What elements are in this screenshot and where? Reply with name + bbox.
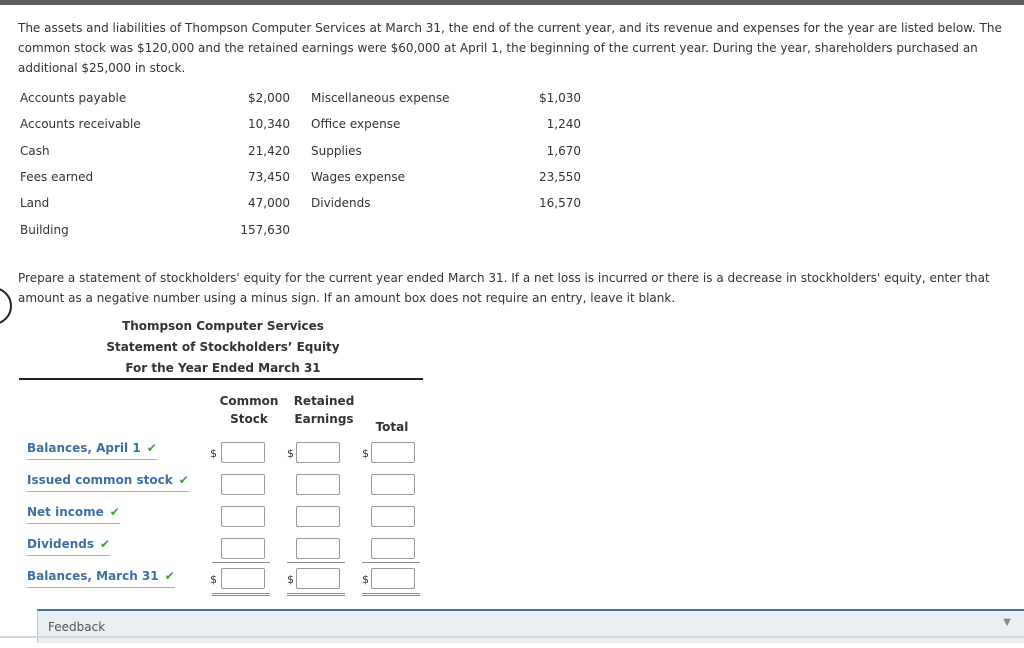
fact-amount: 1,670 <box>546 144 581 158</box>
common-stock-dividends-input[interactable] <box>221 538 265 559</box>
dollar-sign: $ <box>362 447 369 460</box>
retained-earnings-balances-march-31-input[interactable] <box>296 568 340 589</box>
retained-earnings-dividends-input[interactable] <box>296 538 340 559</box>
total-double-rule <box>362 593 420 596</box>
col-header-line: Stock <box>230 412 268 426</box>
fact-amount: $2,000 <box>248 91 290 105</box>
fact-label: Miscellaneous expense <box>311 91 450 105</box>
total-issued-input[interactable] <box>371 474 415 495</box>
col-header-line: Common <box>219 394 279 408</box>
check-icon: ✔ <box>100 537 111 551</box>
fact-label: Dividends <box>311 196 371 210</box>
row-label-text: Net income <box>27 505 104 519</box>
col-header-common-stock <box>214 392 284 428</box>
total-dividends-input[interactable] <box>371 538 415 559</box>
fact-amount: $1,030 <box>539 91 581 105</box>
row-label-issued-common-stock[interactable] <box>27 472 189 492</box>
fact-amount: 16,570 <box>539 196 581 210</box>
total-double-rule <box>287 593 345 596</box>
fact-label: Building <box>20 223 69 237</box>
fact-label: Cash <box>20 144 50 158</box>
dollar-sign: $ <box>210 447 217 460</box>
fact-amount: 23,550 <box>539 170 581 184</box>
dollar-sign: $ <box>287 573 294 586</box>
total-balances-march-31-input[interactable] <box>371 568 415 589</box>
problem-intro: The assets and liabilities of Thompson Computer Services at March 31, the end of the current year, and its revenue and expenses for the year are listed below. The common stock was $120,000 and the retained earnings were $60,000 at April 1, the beginning of the current year. During the year, shareholders purchased an additional $25,000 in stock. <box>18 21 1002 75</box>
bottom-divider <box>0 636 1024 638</box>
common-stock-balances-april-1-input[interactable] <box>221 442 265 463</box>
row-label-balances-april-1[interactable] <box>27 440 157 460</box>
retained-earnings-balances-april-1-input[interactable] <box>296 442 340 463</box>
row-label-dividends[interactable] <box>27 536 110 556</box>
row-label-text: Dividends <box>27 537 95 551</box>
fact-label: Wages expense <box>311 170 406 184</box>
fact-label: Accounts payable <box>20 91 127 105</box>
common-stock-balances-march-31-input[interactable] <box>221 568 265 589</box>
col-header-retained-earnings <box>288 392 360 428</box>
feedback-label: Feedback <box>48 620 106 634</box>
dollar-sign: $ <box>287 447 294 460</box>
subtotal-rule <box>287 562 345 563</box>
heading-rule <box>19 378 423 380</box>
statement-period: For the Year Ended March 31 <box>125 361 321 375</box>
retained-earnings-issued-input[interactable] <box>296 474 340 495</box>
col-header-total: Total <box>375 420 409 434</box>
top-bar <box>0 0 1024 5</box>
common-stock-issued-input[interactable] <box>221 474 265 495</box>
chevron-down-icon[interactable]: ▼ <box>1003 617 1011 628</box>
col-header-line: Retained <box>293 394 355 408</box>
check-icon: ✔ <box>146 441 157 455</box>
fact-amount: 1,240 <box>546 117 581 131</box>
check-icon: ✔ <box>109 505 120 519</box>
total-net-income-input[interactable] <box>371 506 415 527</box>
row-label-text: Balances, March 31 <box>27 569 159 583</box>
problem-prompt: Prepare a statement of stockholders' equity for the current year ended March 31. If a net loss is incurred or there is a decrease in stockholders' equity, enter that amount as a negative number using a minus sign. If an amount box does not require an entry, leave it blank. <box>18 271 990 305</box>
common-stock-net-income-input[interactable] <box>221 506 265 527</box>
fact-label: Office expense <box>311 117 401 131</box>
retained-earnings-net-income-input[interactable] <box>296 506 340 527</box>
fact-amount: 21,420 <box>248 144 290 158</box>
statement-title: Statement of Stockholders’ Equity <box>106 340 340 354</box>
fact-amount: 157,630 <box>240 223 290 237</box>
fact-amount: 73,450 <box>248 170 290 184</box>
row-label-balances-march-31[interactable] <box>27 568 175 588</box>
subtotal-rule <box>212 562 270 563</box>
total-double-rule <box>212 593 270 596</box>
dollar-sign: $ <box>210 573 217 586</box>
col-header-line: Earnings <box>294 412 354 426</box>
row-label-net-income[interactable] <box>27 504 120 524</box>
scroll-marker-circle <box>0 287 12 325</box>
subtotal-rule <box>362 562 420 563</box>
check-icon: ✔ <box>164 569 175 583</box>
dollar-sign: $ <box>362 573 369 586</box>
fact-label: Fees earned <box>20 170 94 184</box>
check-icon: ✔ <box>178 473 189 487</box>
row-label-text: Balances, April 1 <box>27 441 141 455</box>
total-balances-april-1-input[interactable] <box>371 442 415 463</box>
statement-company: Thompson Computer Services <box>122 319 324 333</box>
fact-amount: 47,000 <box>248 196 290 210</box>
fact-label: Supplies <box>311 144 362 158</box>
fact-label: Land <box>20 196 50 210</box>
row-label-text: Issued common stock <box>27 473 173 487</box>
fact-amount: 10,340 <box>248 117 290 131</box>
fact-label: Accounts receivable <box>20 117 141 131</box>
